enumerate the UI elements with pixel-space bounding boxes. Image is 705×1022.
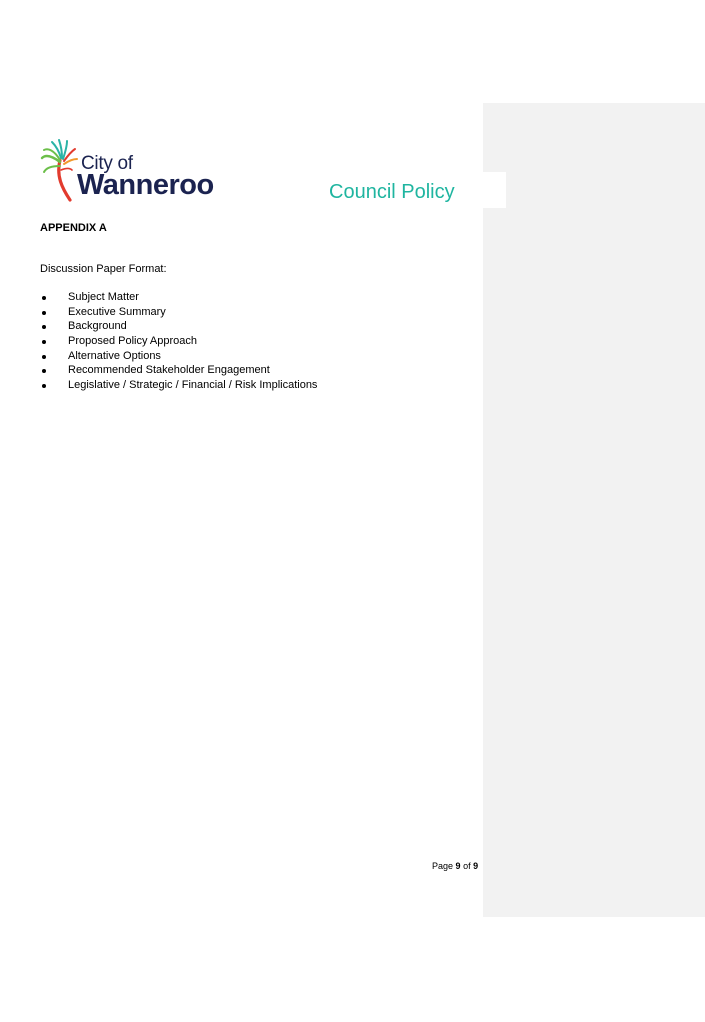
- list-item-label: Proposed Policy Approach: [68, 335, 198, 348]
- discussion-paper-format-list: [40, 290, 317, 393]
- list-item-label: Recommended Stakeholder Engagement: [68, 364, 270, 377]
- header-margin-box: [483, 172, 506, 208]
- document-title: Council Policy: [329, 181, 455, 203]
- current-page: 9: [455, 861, 461, 871]
- of-label: of: [463, 861, 471, 871]
- list-item: [40, 378, 317, 393]
- bullet-icon: [42, 296, 46, 300]
- bullet-icon: [42, 325, 46, 329]
- list-item-label: Legislative / Strategic / Financial / Risk Implications: [68, 379, 318, 392]
- comment-pane: [483, 103, 705, 917]
- bullet-icon: [42, 369, 46, 373]
- list-item: [40, 363, 317, 378]
- total-pages: 9: [473, 861, 479, 871]
- list-item: [40, 319, 317, 334]
- city-logo: [40, 138, 215, 204]
- bullet-icon: [42, 384, 46, 388]
- page-label: Page: [432, 861, 454, 871]
- list-item-label: Alternative Options: [68, 349, 161, 362]
- list-item: [40, 290, 317, 305]
- page-number: [432, 861, 478, 872]
- logo-text-wanneroo: Wanneroo: [77, 169, 214, 201]
- logo-text-city-of: City of: [81, 153, 133, 174]
- list-item-label: Subject Matter: [68, 291, 139, 303]
- list-item: [40, 305, 317, 320]
- bullet-icon: [42, 340, 46, 344]
- appendix-heading: APPENDIX A: [40, 222, 107, 234]
- bullet-icon: [42, 311, 46, 315]
- intro-text: Discussion Paper Format:: [40, 263, 167, 275]
- list-item: [40, 349, 317, 364]
- list-item-label: Executive Summary: [68, 305, 166, 318]
- list-item-label: Background: [68, 320, 127, 333]
- list-item: [40, 334, 317, 349]
- city-of-wanneroo-logo-icon: [40, 138, 80, 202]
- bullet-icon: [42, 355, 46, 359]
